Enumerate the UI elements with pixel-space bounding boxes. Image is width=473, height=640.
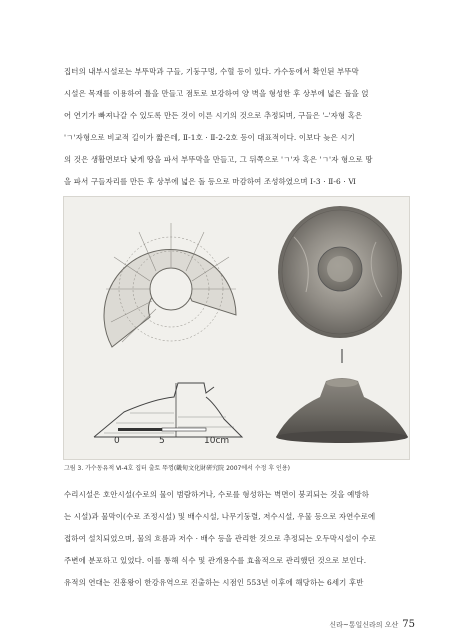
scale-label-10cm: 10cm <box>204 436 230 446</box>
page-number: 75 <box>402 619 415 630</box>
paragraph-line: 유적의 연대는 진흥왕이 한강유역으로 진출하는 시점인 553년 이후에 해당하는 6세기 후반 <box>64 578 364 587</box>
paragraph-line: 시설은 목재를 이용하여 틀을 만들고 점토로 보강하여 양 벽을 형성한 후 상부에 넓은 돌을 얹 <box>64 89 369 98</box>
figure-caption: 그림 3. 가수동유적 Ⅵ-4호 집터 출토 뚜껑(畿甸文化財硏究院 2007에서 수정 후 인용) <box>64 465 290 472</box>
body-paragraph-1 <box>64 61 414 215</box>
scale-label-0: 0 <box>114 436 120 446</box>
paragraph-line: 는 시설)과 물막이(수로 조정시설) 및 배수시설, 나무기둥렬, 저수시설, 우물 등으로 자연수로에 <box>64 512 376 521</box>
paragraph-line: 수리시설은 호안시설(수로의 물이 범람하거나, 수로를 형성하는 벽면이 붕괴되는 것을 예방하 <box>64 490 370 499</box>
scale-label-5: 5 <box>159 436 165 446</box>
running-section-title: 신라~통일신라의 오산 <box>329 621 399 629</box>
paragraph-line: 어 연기가 빠져나갈 수 있도록 만든 것이 이른 시기의 것으로 추정되며, 구들은 '⎯'자형 혹은 <box>64 111 363 120</box>
paragraph-line: 'ㄱ'자형으로 비교적 길이가 짧은데, Ⅱ-1호 · Ⅱ-2-2호 등이 대표적이다. 이보다 늦은 시기 <box>64 133 355 142</box>
paragraph-line: 을 파서 구들자리를 만든 후 상부에 넓은 돌 등으로 마감하여 조성하였으며 Ⅰ-3 · Ⅱ-6 · Ⅵ <box>64 177 356 186</box>
artifact-figure <box>63 196 410 460</box>
paragraph-line: 의 것은 생활면보다 낮게 땅을 파서 부뚜막을 만들고, 그 뒤쪽으로 'ㄱ'자 혹은 'ㄱ'자 형으로 땅 <box>64 155 373 164</box>
lid-top-view-drawing <box>104 223 236 347</box>
body-paragraph-2 <box>64 484 414 594</box>
page-footer <box>329 619 415 630</box>
lid-side-photo <box>276 349 408 443</box>
paragraph-line: 주변에 분포하고 있었다. 이를 통해 식수 및 관개용수를 효율적으로 관리했던 것으로 보인다. <box>64 556 367 565</box>
paragraph-line: 접하여 설치되었으며, 물의 흐름과 저수 · 배수 등을 관리한 것으로 추정되는 오두막시설이 수로 <box>64 534 376 543</box>
lid-top-photo <box>278 206 402 338</box>
paragraph-line: 집터의 내부시설로는 부뚜막과 구들, 기둥구멍, 수혈 등이 있다. 가수동에서 확인된 부뚜막 <box>64 67 359 76</box>
artifact-illustration <box>64 197 409 459</box>
